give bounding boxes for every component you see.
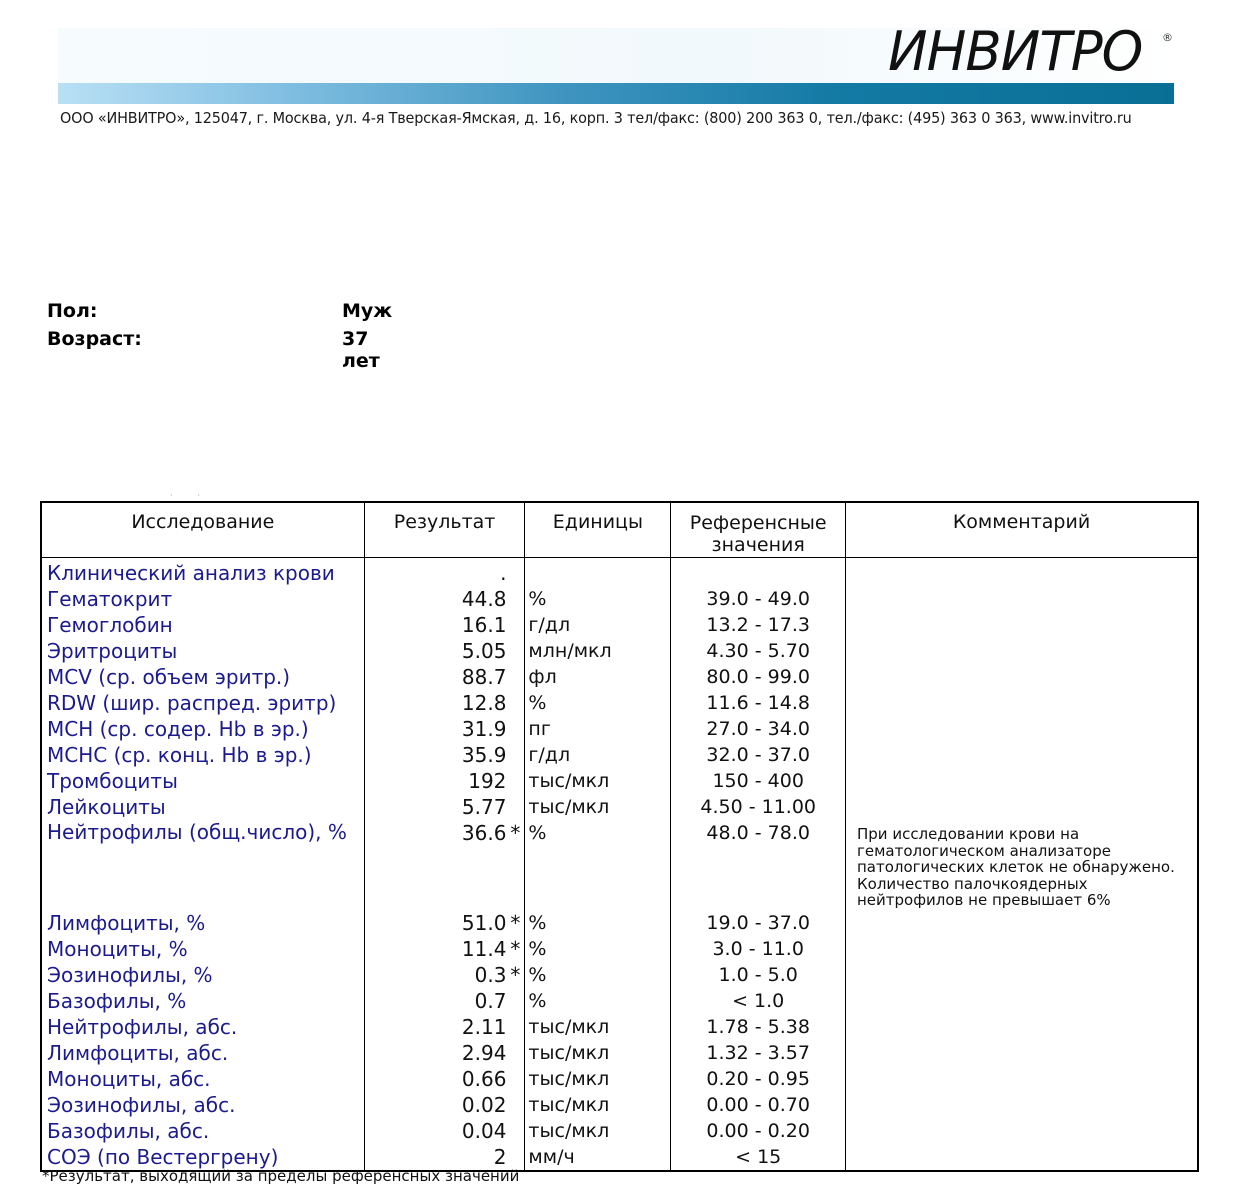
result-value: 5.77: [461, 795, 507, 819]
comment-cell: [846, 1092, 1199, 1118]
result-value: 192: [468, 769, 507, 793]
table-row: [41, 638, 1198, 664]
table-row: [41, 988, 1198, 1014]
reference-range: 19.0 - 37.0: [671, 910, 846, 936]
test-name-text: MCV (ср. объем эритр.): [47, 665, 291, 689]
table-row: [41, 716, 1198, 742]
reference-range: 1.32 - 3.57: [671, 1040, 846, 1066]
test-name: [41, 820, 364, 910]
results-table: [40, 501, 1199, 1172]
result-cell: [364, 612, 525, 638]
brand-gradient-bar: [58, 83, 1174, 104]
table-row: [41, 664, 1198, 690]
company-address: ООО «ИНВИТРО», 125047, г. Москва, ул. 4-я Тверская-Ямская, д. 16, корп. 3 тел/факс: (800) 200 363 0, тел./факс: (495) 363 0 363, www.invitro.ru: [60, 109, 1132, 127]
unit-cell: %: [525, 988, 671, 1014]
out-of-range-flag: *: [510, 821, 521, 845]
unit-cell: тыс/мкл: [525, 768, 671, 794]
test-name-text: Моноциты, %: [47, 937, 188, 961]
result-cell: [364, 794, 525, 820]
footnote: *Результат, выходящий за пределы референсных значений: [42, 1167, 520, 1185]
reference-range: 48.0 - 78.0: [671, 820, 846, 910]
unit-cell: %: [525, 910, 671, 936]
test-name: [41, 742, 364, 768]
out-of-range-flag: *: [510, 937, 521, 961]
out-of-range-flag: *: [510, 911, 521, 935]
comment-cell: [846, 1014, 1199, 1040]
comment-cell: [846, 558, 1199, 587]
test-name-text: Эозинофилы, абс.: [47, 1093, 236, 1117]
table-row: [41, 1092, 1198, 1118]
sex-label: Пол:: [47, 300, 98, 322]
comment-cell: [846, 936, 1199, 962]
table-row: [41, 820, 1198, 910]
registered-mark-icon: ®: [1162, 31, 1173, 44]
test-name-text: Базофилы, абс.: [47, 1119, 210, 1143]
test-name: [41, 794, 364, 820]
unit-cell: тыс/мкл: [525, 1118, 671, 1144]
reference-range: 80.0 - 99.0: [671, 664, 846, 690]
table-row: [41, 936, 1198, 962]
reference-range: < 15: [671, 1144, 846, 1171]
test-name-text: MCHC (ср. конц. Hb в эр.): [47, 743, 312, 767]
test-name: [41, 1066, 364, 1092]
unit-cell: %: [525, 936, 671, 962]
result-cell: [364, 1066, 525, 1092]
age-label: Возраст:: [47, 328, 142, 350]
comment-cell: [846, 962, 1199, 988]
test-name-text: Эозинофилы, %: [47, 963, 213, 987]
test-name-text: Гематокрит: [47, 587, 173, 611]
table-row: [41, 794, 1198, 820]
test-name: [41, 768, 364, 794]
test-name-text: СОЭ (по Вестергрену): [47, 1145, 279, 1169]
test-name-text: RDW (шир. распред. эритр): [47, 691, 337, 715]
comment-cell: [846, 1066, 1199, 1092]
table-row: [41, 690, 1198, 716]
test-name-text: Тромбоциты: [47, 769, 178, 793]
result-value: 16.1: [461, 613, 507, 637]
test-name-text: Лейкоциты: [47, 795, 166, 819]
unit-cell: тыс/мкл: [525, 1040, 671, 1066]
result-value: .: [500, 561, 507, 585]
comment-cell: [846, 988, 1199, 1014]
reference-range: 4.50 - 11.00: [671, 794, 846, 820]
table-row: [41, 1014, 1198, 1040]
table-row: [41, 1040, 1198, 1066]
result-value: 44.8: [461, 587, 507, 611]
unit-cell: тыс/мкл: [525, 794, 671, 820]
reference-range: 4.30 - 5.70: [671, 638, 846, 664]
comment-cell: [846, 586, 1199, 612]
table-row: [41, 962, 1198, 988]
test-name: [41, 1092, 364, 1118]
col-header-units: Единицы: [525, 502, 671, 558]
comment-cell: [846, 1040, 1199, 1066]
table-row: [41, 1118, 1198, 1144]
result-cell: [364, 768, 525, 794]
table-row: [41, 586, 1198, 612]
test-name: [41, 1040, 364, 1066]
reference-range: 13.2 - 17.3: [671, 612, 846, 638]
reference-range: 32.0 - 37.0: [671, 742, 846, 768]
col-header-reference: [671, 502, 846, 558]
test-name: [41, 962, 364, 988]
table-row: [41, 558, 1198, 587]
result-cell: [364, 1014, 525, 1040]
test-name: [41, 1014, 364, 1040]
test-name: [41, 936, 364, 962]
unit-cell: тыс/мкл: [525, 1014, 671, 1040]
reference-range: 11.6 - 14.8: [671, 690, 846, 716]
test-name: [41, 1118, 364, 1144]
result-value: 2.94: [461, 1041, 507, 1065]
result-cell: [364, 962, 525, 988]
result-cell: [364, 1040, 525, 1066]
test-name-text: Лимфоциты, %: [47, 911, 206, 935]
reference-range: 1.78 - 5.38: [671, 1014, 846, 1040]
unit-cell: г/дл: [525, 612, 671, 638]
comment-cell: [846, 612, 1199, 638]
result-value: 35.9: [461, 743, 507, 767]
reference-range: < 1.0: [671, 988, 846, 1014]
test-name: [41, 988, 364, 1014]
reference-range: 1.0 - 5.0: [671, 962, 846, 988]
comment-cell: [846, 1118, 1199, 1144]
test-name-text: MCH (ср. содер. Hb в эр.): [47, 717, 309, 741]
test-name-text: Клинический анализ крови: [47, 561, 335, 585]
result-cell: [364, 820, 525, 910]
result-cell: [364, 716, 525, 742]
comment-cell: [846, 820, 1199, 910]
comment-cell: [846, 742, 1199, 768]
unit-cell: пг: [525, 716, 671, 742]
comment-text: При исследовании крови на гематологическом анализаторе патологических клеток не обнаружено. Количество палочкоядерных нейтрофилов не превышает 6%: [857, 825, 1175, 909]
test-name-text: Моноциты, абс.: [47, 1067, 211, 1091]
table-row: [41, 742, 1198, 768]
comment-cell: [846, 1144, 1199, 1171]
test-name-text: Гемоглобин: [47, 613, 173, 637]
result-value: 0.7: [474, 989, 507, 1013]
result-value: 0.04: [461, 1119, 507, 1143]
result-cell: [364, 1092, 525, 1118]
table-row: [41, 768, 1198, 794]
result-cell: [364, 690, 525, 716]
result-cell: [364, 1118, 525, 1144]
test-name: [41, 638, 364, 664]
result-cell: [364, 586, 525, 612]
test-name-text: Базофилы, %: [47, 989, 187, 1013]
unit-cell: %: [525, 820, 671, 910]
unit-cell: млн/мкл: [525, 638, 671, 664]
result-cell: [364, 910, 525, 936]
reference-range: 27.0 - 34.0: [671, 716, 846, 742]
result-cell: [364, 742, 525, 768]
unit-cell: фл: [525, 664, 671, 690]
result-cell: [364, 664, 525, 690]
unit-cell: %: [525, 690, 671, 716]
comment-cell: [846, 794, 1199, 820]
result-cell: [364, 988, 525, 1014]
test-name: [41, 664, 364, 690]
age-value: 37 лет: [342, 328, 380, 372]
col-header-test: Исследование: [41, 502, 364, 558]
result-value: 12.8: [461, 691, 507, 715]
test-name-text: Нейтрофилы, абс.: [47, 1015, 238, 1039]
test-name: [41, 690, 364, 716]
comment-cell: [846, 768, 1199, 794]
result-value: 0.66: [461, 1067, 507, 1091]
col-header-result: Результат: [364, 502, 525, 558]
unit-cell: тыс/мкл: [525, 1066, 671, 1092]
comment-cell: [846, 690, 1199, 716]
table-row: [41, 612, 1198, 638]
table-row: [41, 910, 1198, 936]
unit-cell: мм/ч: [525, 1144, 671, 1171]
result-value: 11.4: [461, 937, 507, 961]
comment-cell: [846, 638, 1199, 664]
result-cell: [364, 558, 525, 587]
table-header-row: [41, 502, 1198, 558]
result-value: 2.11: [461, 1015, 507, 1039]
test-name-text: Нейтрофилы (общ.число), %: [47, 820, 347, 844]
test-name: [41, 558, 364, 587]
test-name: [41, 910, 364, 936]
unit-cell: %: [525, 962, 671, 988]
reference-range: 39.0 - 49.0: [671, 586, 846, 612]
reference-range: 0.00 - 0.70: [671, 1092, 846, 1118]
reference-range: 0.20 - 0.95: [671, 1066, 846, 1092]
reference-range: [671, 558, 846, 587]
test-name: [41, 586, 364, 612]
out-of-range-flag: *: [510, 963, 521, 987]
result-value: 88.7: [461, 665, 507, 689]
unit-cell: %: [525, 586, 671, 612]
reference-range: 3.0 - 11.0: [671, 936, 846, 962]
result-value: 2: [493, 1145, 507, 1169]
result-value: 36.6: [461, 821, 507, 845]
unit-cell: г/дл: [525, 742, 671, 768]
table-row: [41, 1066, 1198, 1092]
result-cell: [364, 638, 525, 664]
result-value: 31.9: [461, 717, 507, 741]
sex-value: Муж: [342, 300, 393, 322]
result-value: 5.05: [461, 639, 507, 663]
invitro-logo: ИНВИТРО: [888, 20, 1143, 83]
comment-cell: [846, 664, 1199, 690]
test-name-text: Лимфоциты, абс.: [47, 1041, 229, 1065]
unit-cell: тыс/мкл: [525, 1092, 671, 1118]
unit-cell: [525, 558, 671, 587]
result-cell: [364, 936, 525, 962]
col-header-reference-text: Референсные значения: [689, 512, 827, 556]
scan-artifact: ··: [170, 491, 226, 500]
comment-cell: [846, 910, 1199, 936]
comment-cell: [846, 716, 1199, 742]
test-name: [41, 612, 364, 638]
reference-range: 150 - 400: [671, 768, 846, 794]
test-name-text: Эритроциты: [47, 639, 178, 663]
result-value: 0.02: [461, 1093, 507, 1117]
reference-range: 0.00 - 0.20: [671, 1118, 846, 1144]
test-name: [41, 716, 364, 742]
result-value: 51.0: [461, 911, 507, 935]
result-value: 0.3: [474, 963, 507, 987]
col-header-comment: Комментарий: [846, 502, 1199, 558]
